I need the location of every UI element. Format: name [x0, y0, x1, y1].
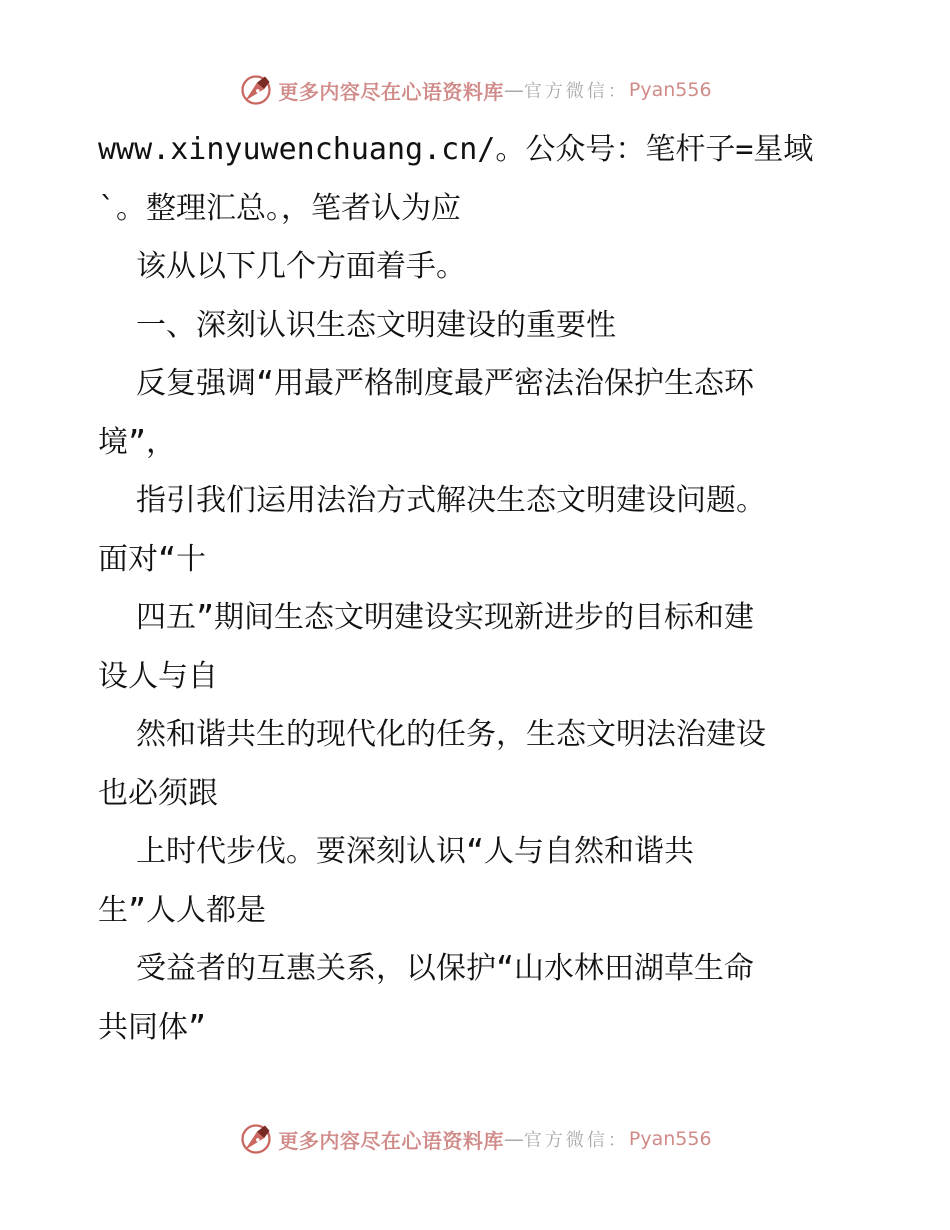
section-heading: 一、深刻认识生态文明建设的重要性 [136, 307, 616, 343]
watermark-wechat-id: Pyan556 [628, 79, 712, 101]
text-line: 受益者的互惠关系，以保护“山水林田湖草生命 [136, 951, 755, 986]
text-line: 反复强调“用最严格制度最严密法治保护生态环 [136, 366, 755, 401]
pen-nib-logo-icon [238, 72, 274, 108]
text-line: 然和谐共生的现代化的任务，生态文明法治建设 [136, 717, 766, 752]
text-line: 生”人人都是 [98, 892, 267, 928]
text-line: 四五”期间生态文明建设实现新进步的目标和建 [136, 600, 755, 635]
text-line: 共同体” [98, 1009, 207, 1045]
text-line: 该从以下几个方面着手。 [136, 249, 466, 284]
watermark-official-label: 官方微信： [523, 81, 629, 102]
header-watermark [0, 70, 950, 110]
watermark-separator: — [503, 1127, 524, 1151]
text-line: 面对“十 [98, 541, 207, 577]
watermark-site-name: 更多内容尽在心语资料库 [278, 1128, 504, 1153]
text-line: 指引我们运用法治方式解决生态文明建设问题。 [136, 483, 766, 518]
watermark-wechat-id: Pyan556 [628, 1128, 712, 1150]
watermark-site-name: 更多内容尽在心语资料库 [278, 79, 504, 104]
text-line: www.xinyuwenchuang.cn/。公众号：笔杆子=星域 [98, 132, 814, 167]
text-line: 也必须跟 [98, 775, 218, 811]
text-line: 设人与自 [98, 658, 218, 694]
text-line: 上时代步伐。要深刻认识“人与自然和谐共 [136, 834, 695, 869]
watermark-separator: — [503, 78, 524, 102]
document-body [98, 121, 898, 1057]
watermark-official-label: 官方微信： [523, 1130, 629, 1151]
text-line: 境”， [98, 424, 177, 460]
footer-watermark [0, 1119, 950, 1159]
text-line: `。整理汇总。，笔者认为应 [98, 190, 462, 226]
pen-nib-logo-icon [238, 1121, 274, 1157]
